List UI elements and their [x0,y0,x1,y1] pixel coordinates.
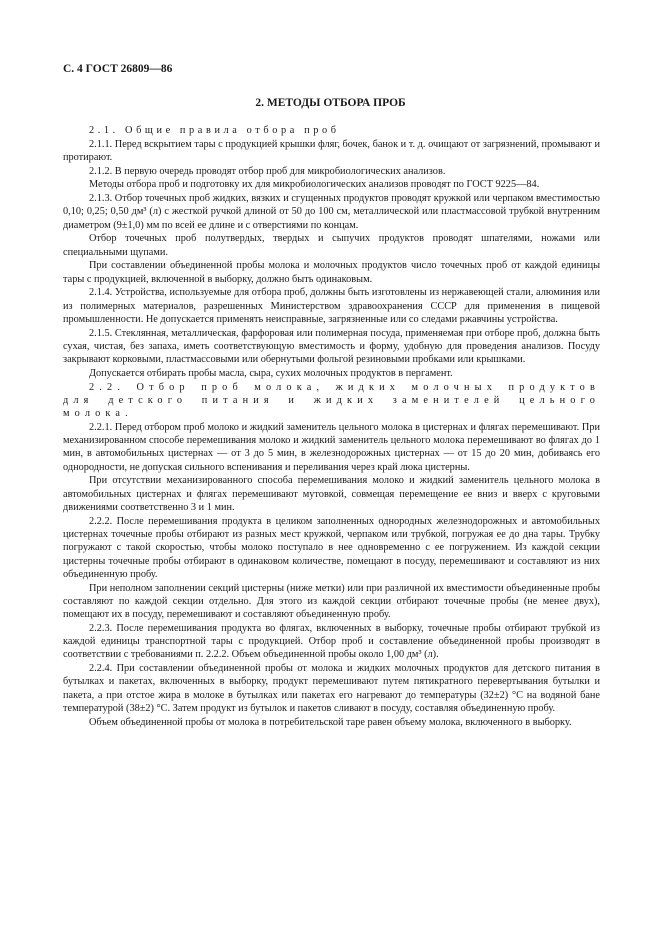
paragraph: Объем объединенной пробы от молока в потребительской таре равен объему молока, включенного в выборку. [89,716,572,728]
paragraph: 2.1.1. Перед вскрытием тары с продукцией крышки фляг, бочек, банок и т. д. очищают от загрязнений, промывают и протирают. [63,138,600,163]
page-header: С. 4 ГОСТ 26809—86 [63,63,173,75]
paragraph: 2.2.4. При составлении объединенной пробы от молока и жидких молочных продуктов для детского питания в бутылках и пакетах, включенных в выборку, продукт перемешивают путем пятикратного перевертывания бутылки и пакета, а при отстое жира в молоке в бутылках или пакетах его нагревают до температуры (32±2) °С на водяной бане температурой (38±2) °С. Затем продукт из бутылок и пакетов сливают в посуду, составляя объединенную пробу. [63,663,600,715]
paragraph: 2.2.1. Перед отбором проб молоко и жидкий заменитель цельного молока в цистернах и флягах перемешивают. При механизированном способе перемешивания молоко и жидкий заменитель цельного молока перемешивают во флягах до 1 мин, в автомобильных цистернах — от 3 до 5 мин, в железнодорожных цистернах — от 15 до 20 мин, добиваясь его однородности, не допуская сильного вспенивания и переливания через край люка цистерны. [63,421,600,473]
paragraph: 2.2. Отбор проб молока, жидких молочных продуктов для детского питания и жидких заменителей цельного молока. [63,381,600,420]
paragraph: При неполном заполнении секций цистерны (ниже метки) или при различной их вместимости объединенные пробы составляют по каждой секции отдельно. Для этого из каждой секции отбирают точечные пробы (не менее двух), помещают их в посуду, перемешивают и составляют объединенную пробу. [63,582,600,621]
paragraph: При составлении объединенной пробы молока и молочных продуктов число точечных проб от каждой единицы тары с продукцией, включенной в выборку, должно быть одинаковым. [63,260,600,285]
paragraph: Допускается отбирать пробы масла, сыра, сухих молочных продуктов в пергамент. [89,367,453,379]
paragraph: При отсутствии механизированного способа перемешивания молоко и жидкий заменитель цельного молока в автомобильных цистернах и флягах перемешивают мутовкой, совмещая перемещение ее вниз и вверх с круговыми движениями соответственно 3 и 1 мин. [63,475,600,513]
paragraph: 2.2.2. После перемешивания продукта в целиком заполненных однородных железнодорожных и автомобильных цистернах точечные пробы отбирают из разных мест кружкой, черпаком или трубкой, погружая ее до дна тары. Трубку погружают с такой скоростью, чтобы молоко поступало в нее одновременно с ее погружением. Из каждой секции цистерны точечные пробы отбирают в одинаковом количестве, помещают в посуду, перемешивают и составляют из них объединенную пробу. [63,515,600,580]
paragraph: 2.1.2. В первую очередь проводят отбор проб для микробиологических анализов. [89,165,446,177]
paragraph: 2.1.3. Отбор точечных проб жидких, вязких и сгущенных продуктов проводят кружкой или черпаком вместимостью 0,10; 0,25; 0,50 дм³ (л) с жесткой ручкой длиной от 50 до 100 см, металлической или пластмассовой трубкой внутренним диаметром (9±1,0) мм по всей ее длине и с отверстиями по концам. [63,193,600,231]
document-body [63,124,600,729]
paragraph: 2.1.5. Стеклянная, металлическая, фарфоровая или полимерная посуда, применяемая при отборе проб, должна быть сухая, чистая, без запаха, иметь соответствующую вместимость и форму, удобную для проведения анализов. Посуду закрывают корковыми, пластмассовыми или обернутыми фольгой резиновыми пробками или крышками. [63,327,600,366]
paragraph: 2.2.3. После перемешивания продукта во флягах, включенных в выборку, точечные пробы отбирают трубкой из каждой единицы транспортной тары с продукцией. Отбор проб и составление объединенной пробы производят в соответствии с требованиями п. 2.2.2. Объем объединенной пробы около 1,00 дм³ (л). [63,622,600,661]
paragraph: 2.1.4. Устройства, используемые для отбора проб, должны быть изготовлены из нержавеющей стали, алюминия или из полимерных материалов, разрешенных Министерством здравоохранения СССР для применения в пищевой промышленности. Не допускается применять неисправные, загрязненные или со следами ржавчины устройства. [63,287,600,325]
paragraph: Отбор точечных проб полутвердых, твердых и сыпучих продуктов проводят шпателями, ножами или специальными щупами. [63,233,600,258]
section-title: 2. МЕТОДЫ ОТБОРА ПРОБ [255,97,406,109]
paragraph: 2.1. Общие правила отбора проб [89,125,340,136]
paragraph: Методы отбора проб и подготовку их для микробиологических анализов проводят по ГОСТ 9225—84. [89,179,540,191]
